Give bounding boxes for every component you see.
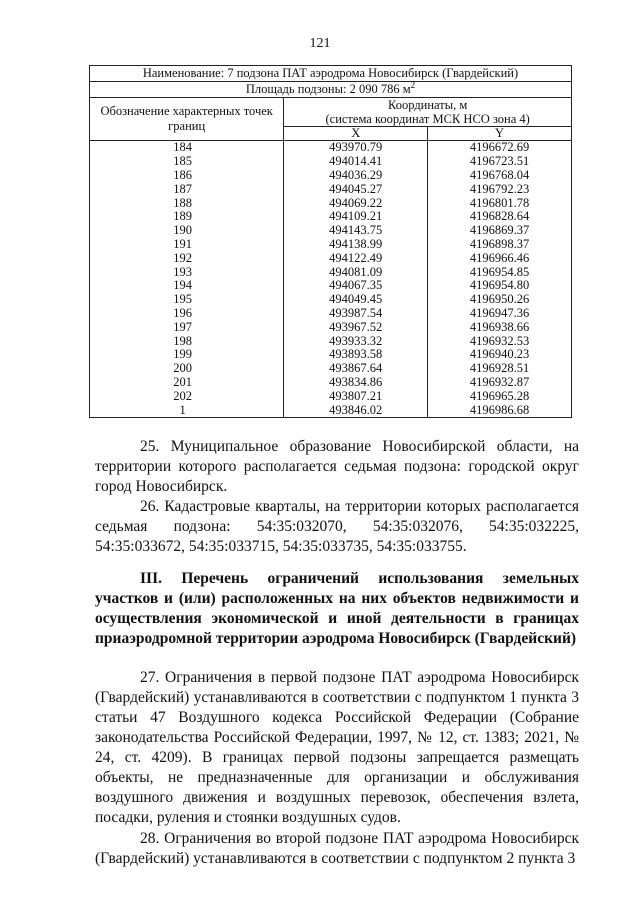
point-cell: 191 — [90, 238, 284, 252]
y-cell: 4196954.85 — [428, 265, 572, 279]
table-row — [90, 279, 572, 293]
point-cell: 184 — [90, 141, 284, 155]
table-row — [90, 293, 572, 307]
point-cell: 195 — [90, 293, 284, 307]
coordinates-table — [89, 65, 572, 418]
x-cell: 493893.58 — [284, 348, 428, 362]
table-row — [90, 376, 572, 390]
y-cell: 4196898.37 — [428, 238, 572, 252]
x-cell: 493867.64 — [284, 362, 428, 376]
table-subzone-area — [90, 79, 572, 98]
table-row — [90, 251, 572, 265]
table-row — [90, 265, 572, 279]
point-cell: 194 — [90, 279, 284, 293]
x-cell: 494067.35 — [284, 279, 428, 293]
table-row — [90, 403, 572, 417]
y-cell: 4196950.26 — [428, 293, 572, 307]
table-row — [90, 141, 572, 155]
point-cell: 202 — [90, 389, 284, 403]
table-subzone-name: Наименование: 7 подзона ПАТ аэродрома Новосибирск (Гвардейский) — [90, 66, 572, 82]
page-number: 121 — [309, 36, 331, 51]
y-cell: 4196672.69 — [428, 141, 572, 155]
table-row — [90, 169, 572, 183]
table-row — [90, 210, 572, 224]
point-cell: 190 — [90, 224, 284, 238]
x-cell: 494138.99 — [284, 238, 428, 252]
y-cell: 4196986.68 — [428, 403, 572, 417]
y-cell: 4196965.28 — [428, 389, 572, 403]
x-cell: 493970.79 — [284, 141, 428, 155]
point-cell: 187 — [90, 182, 284, 196]
x-cell: 494014.41 — [284, 155, 428, 169]
point-cell: 199 — [90, 348, 284, 362]
table-body — [90, 141, 572, 418]
y-cell: 4196928.51 — [428, 362, 572, 376]
y-cell: 4196932.53 — [428, 334, 572, 348]
x-cell: 493967.52 — [284, 320, 428, 334]
x-cell: 493987.54 — [284, 307, 428, 321]
y-cell: 4196869.37 — [428, 224, 572, 238]
y-cell: 4196954.80 — [428, 279, 572, 293]
table-row — [90, 362, 572, 376]
header-coordinates-title: Координаты, м — [388, 98, 468, 112]
x-cell: 493807.21 — [284, 389, 428, 403]
point-cell: 1 — [90, 403, 284, 417]
table-row — [90, 320, 572, 334]
point-cell: 200 — [90, 362, 284, 376]
paragraph-27: 27. Ограничения в первой подзоне ПАТ аэродрома Новосибирск (Гвардейский) устанавливаются в соответствии с подпунктом 1 пункта 3 статьи 47 Воздушного кодекса Российской Федерации (Собрание законодательства Российской Федерации, 1997, № 12, ст. 1383; 2021, № 24, ст. 4209). В границах первой подзоны запрещается размещать объекты, не предназначенные для организации и обслуживания воздушного движения и воздушных перевозок, обеспечения взлета, посадки, руления и стоянки воздушных судов. — [95, 669, 579, 826]
section-heading: III. Перечень ограничений использования земельных участков и (или) расположенных на них объектов недвижимости и осуществления экономической и иной деятельности в границах приаэродромной территории аэродрома Новосибирск (Гвардейский) — [95, 570, 579, 647]
table-row — [90, 348, 572, 362]
x-cell: 493846.02 — [284, 403, 428, 417]
y-cell: 4196723.51 — [428, 155, 572, 169]
paragraph-26: 26. Кадастровые кварталы, на территории которых располагается седьмая подзона: 54:35:032070, 54:35:032076, 54:35:032225, 54:35:033672, 54:35:033715, 54:35:033735, 54:35:033755. — [95, 498, 579, 555]
point-cell: 192 — [90, 251, 284, 265]
point-cell: 188 — [90, 196, 284, 210]
x-cell: 493933.32 — [284, 334, 428, 348]
table-row — [90, 389, 572, 403]
table-row — [90, 182, 572, 196]
y-cell: 4196768.04 — [428, 169, 572, 183]
point-cell: 201 — [90, 376, 284, 390]
table-row — [90, 307, 572, 321]
x-cell: 493834.86 — [284, 376, 428, 390]
x-cell: 494036.29 — [284, 169, 428, 183]
y-cell: 4196940.23 — [428, 348, 572, 362]
header-coordinates — [284, 98, 572, 127]
y-cell: 4196828.64 — [428, 210, 572, 224]
y-cell: 4196947.36 — [428, 307, 572, 321]
table-row — [90, 334, 572, 348]
paragraph-25: 25. Муниципальное образование Новосибирской области, на территории которого располагается седьмая подзона: городской округ город Новосибирск. — [95, 438, 579, 495]
point-cell: 189 — [90, 210, 284, 224]
x-cell: 494049.45 — [284, 293, 428, 307]
x-cell: 494122.49 — [284, 251, 428, 265]
area-text: Площадь подзоны: 2 090 786 м — [245, 82, 411, 96]
table-row — [90, 196, 572, 210]
x-cell: 494081.09 — [284, 265, 428, 279]
area-unit-exponent: 2 — [410, 79, 416, 90]
point-cell: 193 — [90, 265, 284, 279]
y-cell: 4196938.66 — [428, 320, 572, 334]
point-cell: 185 — [90, 155, 284, 169]
point-cell: 197 — [90, 320, 284, 334]
y-cell: 4196932.87 — [428, 376, 572, 390]
point-cell: 196 — [90, 307, 284, 321]
table-row — [90, 155, 572, 169]
table-row — [90, 224, 572, 238]
header-points: Обозначение характерных точек границ — [90, 98, 284, 141]
point-cell: 198 — [90, 334, 284, 348]
y-cell: 4196801.78 — [428, 196, 572, 210]
x-cell: 494069.22 — [284, 196, 428, 210]
x-cell: 494109.21 — [284, 210, 428, 224]
header-y: Y — [428, 127, 572, 141]
header-x: X — [284, 127, 428, 141]
header-coordinates-system: (система координат МСК НСО зона 4) — [325, 112, 530, 126]
x-cell: 494143.75 — [284, 224, 428, 238]
y-cell: 4196966.46 — [428, 251, 572, 265]
y-cell: 4196792.23 — [428, 182, 572, 196]
x-cell: 494045.27 — [284, 182, 428, 196]
table-row — [90, 238, 572, 252]
point-cell: 186 — [90, 169, 284, 183]
paragraph-28: 28. Ограничения во второй подзоне ПАТ аэродрома Новосибирск (Гвардейский) устанавливаются в соответствии с подпунктом 2 пункта 3 — [95, 830, 579, 867]
